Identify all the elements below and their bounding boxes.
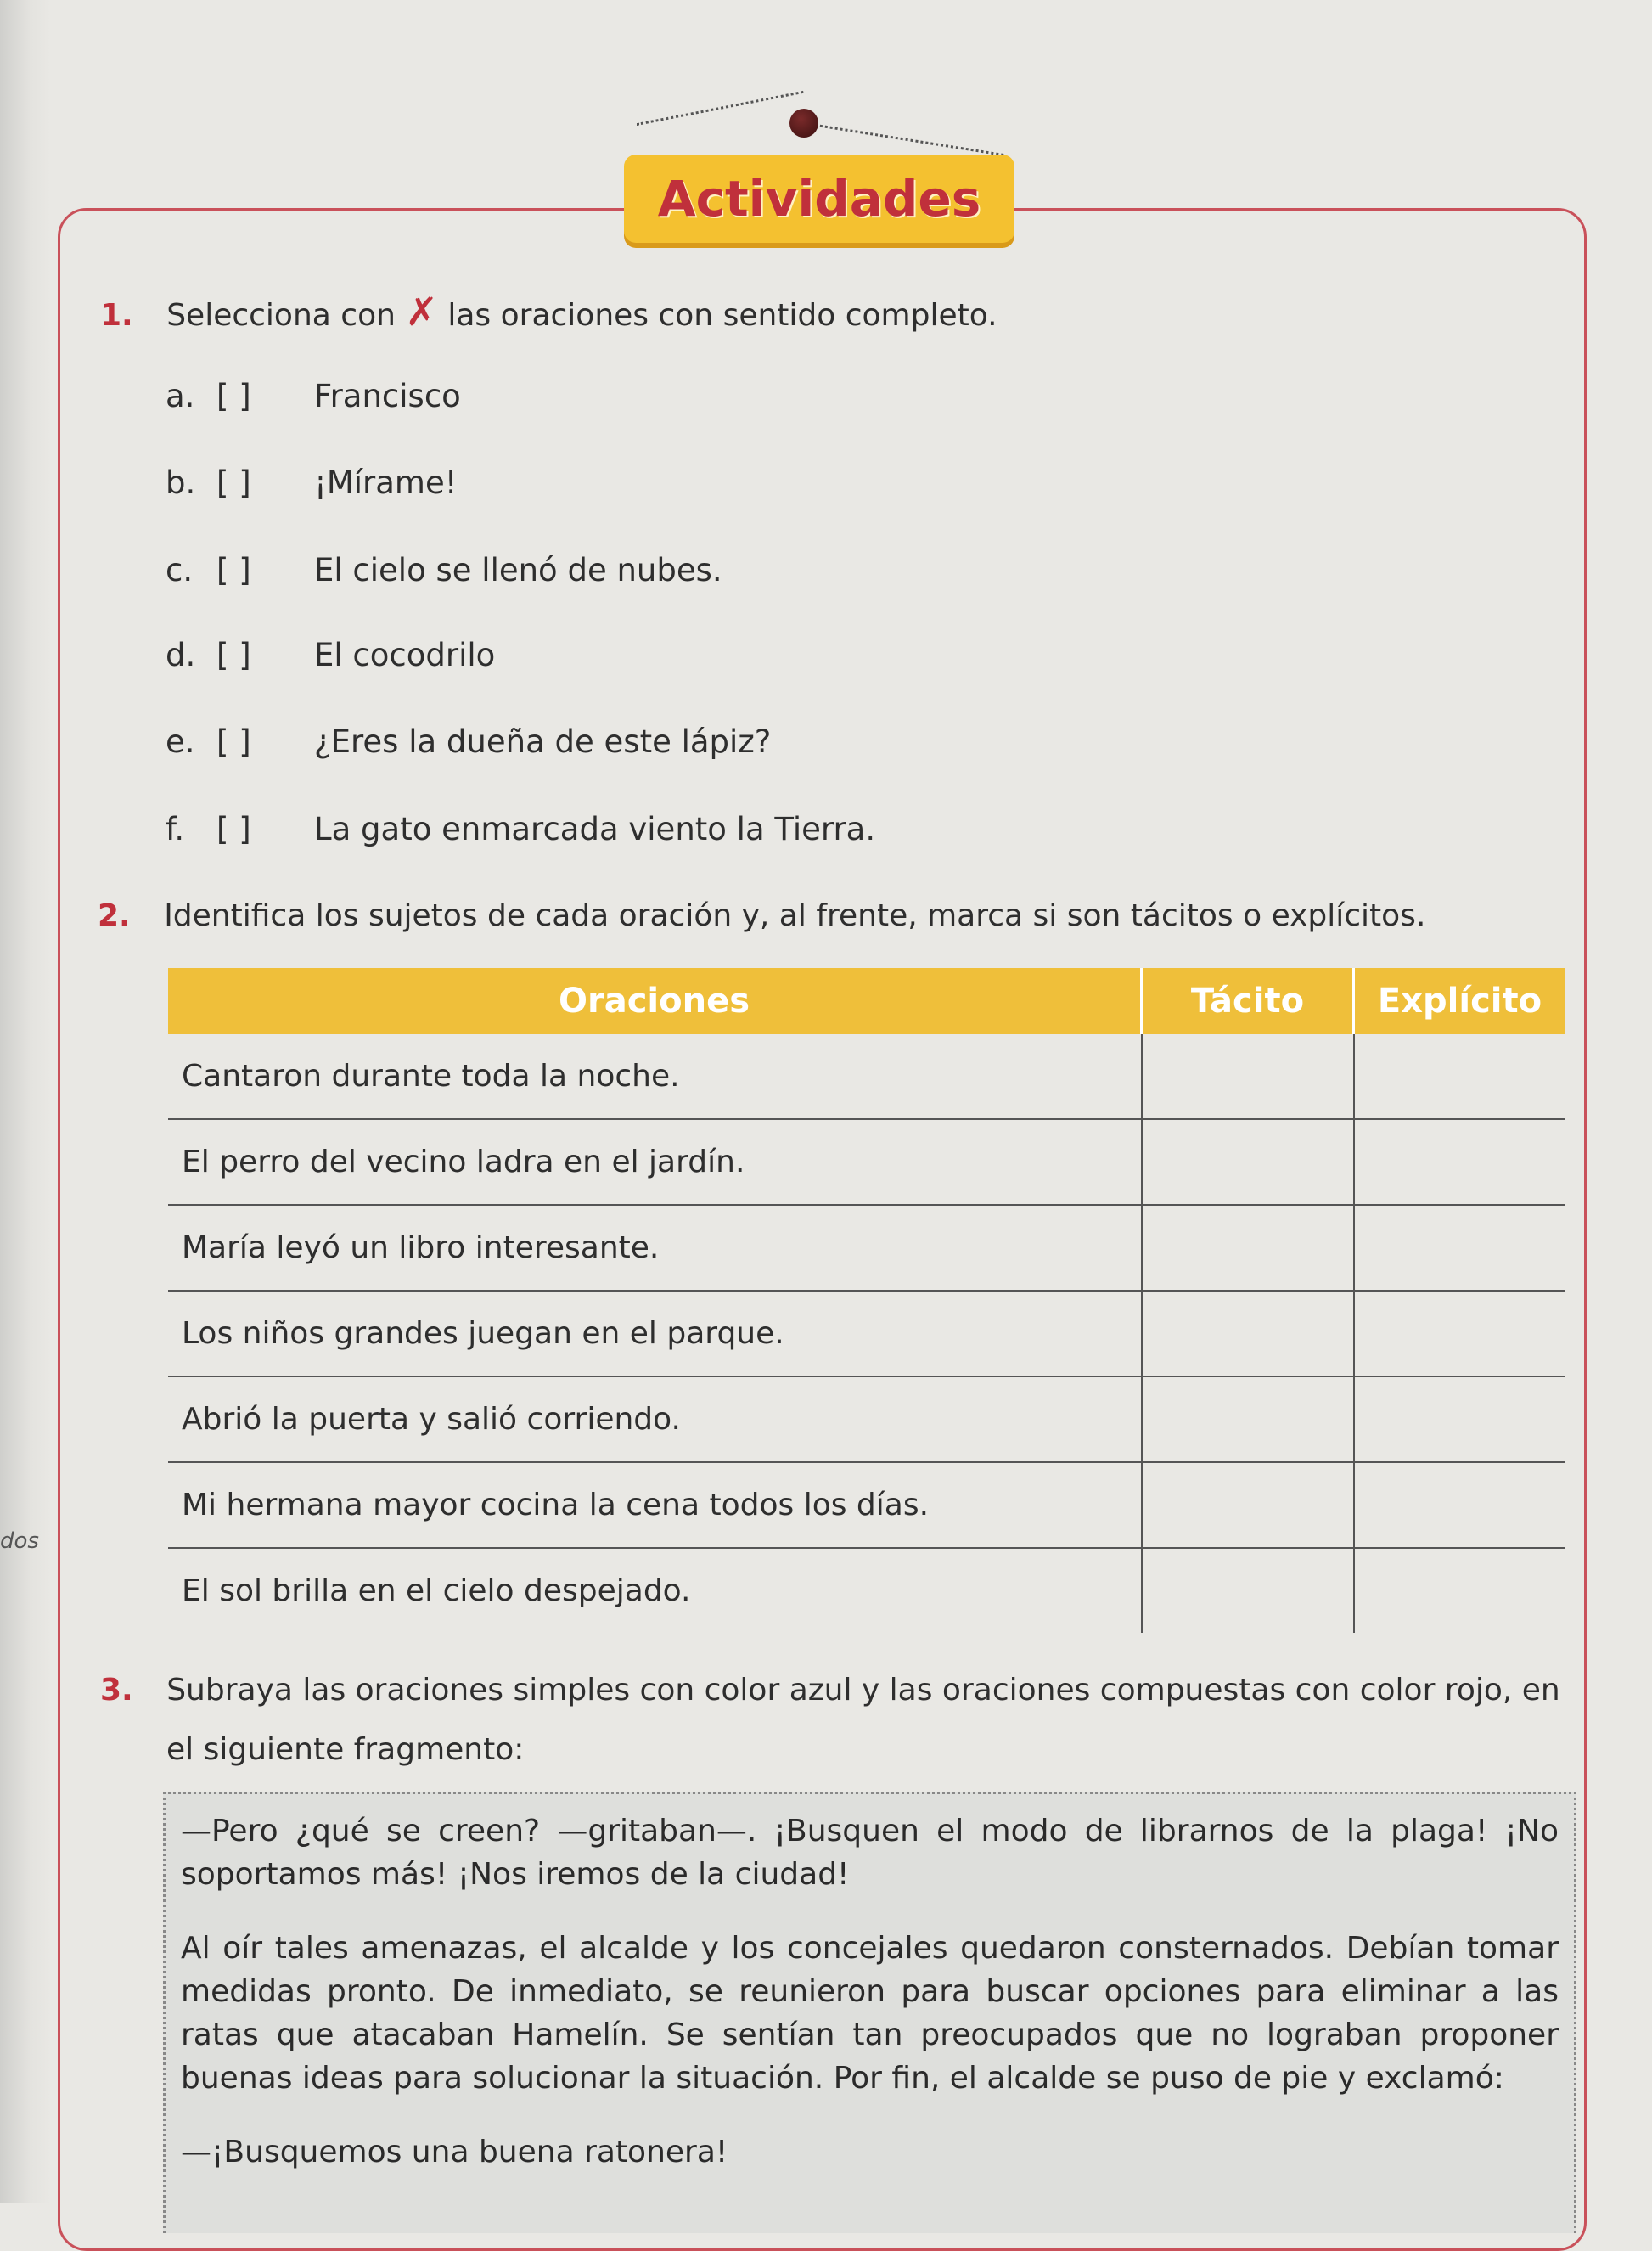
question-text: Identifica los sujetos de cada oración y, al frente, marca si son tácitos o explícitos. (164, 898, 1426, 933)
header-tacito: Tácito (1142, 968, 1354, 1034)
checkbox[interactable]: [ ] (216, 464, 251, 501)
option-letter: f. (166, 811, 185, 847)
banner-string-left (637, 91, 804, 126)
option-text: El cielo se llenó de nubes. (314, 552, 722, 588)
option-letter: e. (166, 723, 195, 760)
header-explicito: Explícito (1354, 968, 1565, 1034)
option-b (166, 464, 458, 501)
table-row (168, 1548, 1565, 1633)
story-fragment (163, 1792, 1576, 2233)
explicito-cell[interactable] (1354, 1205, 1565, 1291)
page-title: Actividades (657, 170, 981, 228)
sentence-cell: El sol brilla en el cielo despejado. (182, 1573, 691, 1608)
question-2 (98, 898, 1425, 933)
question-number: 3. (100, 1673, 133, 1708)
question-number: 1. (100, 298, 133, 333)
question-text-after: las oraciones con sentido completo. (447, 298, 997, 333)
sentence-cell: Cantaron durante toda la noche. (168, 1034, 1142, 1119)
sentence-cell: Mi hermana mayor cocina la cena todos los días. (168, 1462, 1142, 1548)
option-letter: d. (166, 637, 196, 673)
table-row (168, 1205, 1565, 1291)
option-text: ¿Eres la dueña de este lápiz? (314, 723, 772, 760)
checkbox[interactable]: [ ] (216, 811, 251, 847)
checkbox[interactable]: [ ] (216, 723, 251, 760)
pin-icon (789, 109, 818, 138)
explicito-cell[interactable] (1354, 1034, 1565, 1119)
table-row (168, 1291, 1565, 1376)
tacito-cell[interactable] (1142, 1548, 1354, 1633)
table-row (168, 1376, 1565, 1462)
explicito-cell[interactable] (1354, 1291, 1565, 1376)
option-letter: c. (166, 552, 194, 588)
question-3 (100, 1673, 1560, 1708)
option-f (166, 811, 875, 847)
subjects-table (168, 968, 1565, 1633)
option-c (166, 552, 722, 588)
question-number: 2. (98, 898, 131, 933)
explicito-cell[interactable] (1354, 1119, 1565, 1205)
option-letter: a. (166, 378, 195, 414)
sentence-cell: María leyó un libro interesante. (168, 1205, 1142, 1291)
explicito-cell[interactable] (1354, 1376, 1565, 1462)
margin-fragment-text: dos (0, 1528, 39, 1554)
banner-plate (624, 155, 1014, 243)
checkbox[interactable]: [ ] (216, 378, 251, 414)
question-text-before: Selecciona con (166, 298, 396, 333)
tacito-cell[interactable] (1142, 1376, 1354, 1462)
tacito-cell[interactable] (1142, 1119, 1354, 1205)
option-text: El cocodrilo (314, 637, 496, 673)
header-oraciones: Oraciones (168, 968, 1142, 1034)
tacito-cell[interactable] (1142, 1205, 1354, 1291)
sentence-cell: Los niños grandes juegan en el parque. (168, 1291, 1142, 1376)
option-e (166, 723, 771, 760)
tacito-cell[interactable] (1142, 1034, 1354, 1119)
table-row (168, 1462, 1565, 1548)
tacito-cell[interactable] (1142, 1462, 1354, 1548)
table-header-row (168, 968, 1565, 1034)
fragment-paragraph: Al oír tales amenazas, el alcalde y los concejales quedaron consternados. Debían tomar medidas pronto. De inmediato, se reunieron para buscar opciones para eliminar a las ratas que atacaban Hamelín. Se sentían tan preocupados que no lograban proponer buenas ideas para solucionar la situación. Por fin, el alcalde se puso de pie y exclamó: (181, 1931, 1559, 2096)
checkbox[interactable]: [ ] (216, 552, 251, 588)
table-row (168, 1034, 1565, 1119)
question-1 (100, 289, 997, 335)
cross-mark-icon: ✗ (405, 289, 438, 335)
option-letter: b. (166, 464, 196, 501)
question-3-line2: el siguiente fragmento: (166, 1732, 525, 1767)
checkbox[interactable]: [ ] (216, 637, 251, 673)
option-text: Francisco (314, 378, 461, 414)
fragment-paragraph: —Pero ¿qué se creen? —gritaban—. ¡Busquen el modo de librarnos de la plaga! ¡No soportamos más! ¡Nos iremos de la ciudad! (181, 1814, 1559, 1892)
sentence-cell: El perro del vecino ladra en el jardín. (168, 1119, 1142, 1205)
option-text: ¡Mírame! (314, 464, 458, 501)
explicito-cell[interactable] (1354, 1462, 1565, 1548)
option-a (166, 378, 461, 414)
sentence-cell: Abrió la puerta y salió corriendo. (168, 1376, 1142, 1462)
question-text-line1: Subraya las oraciones simples con color azul y las oraciones compuestas con color rojo, en (166, 1673, 1560, 1708)
option-d (166, 637, 495, 673)
tacito-cell[interactable] (1142, 1291, 1354, 1376)
fragment-paragraph: —¡Busquemos una buena ratonera! (181, 2135, 728, 2169)
page-gutter-shadow (0, 0, 51, 2203)
banner-string-right (811, 123, 1004, 156)
title-banner (620, 102, 1027, 255)
explicito-cell[interactable] (1354, 1548, 1565, 1633)
option-text: La gato enmarcada viento la Tierra. (314, 811, 876, 847)
table-row (168, 1119, 1565, 1205)
